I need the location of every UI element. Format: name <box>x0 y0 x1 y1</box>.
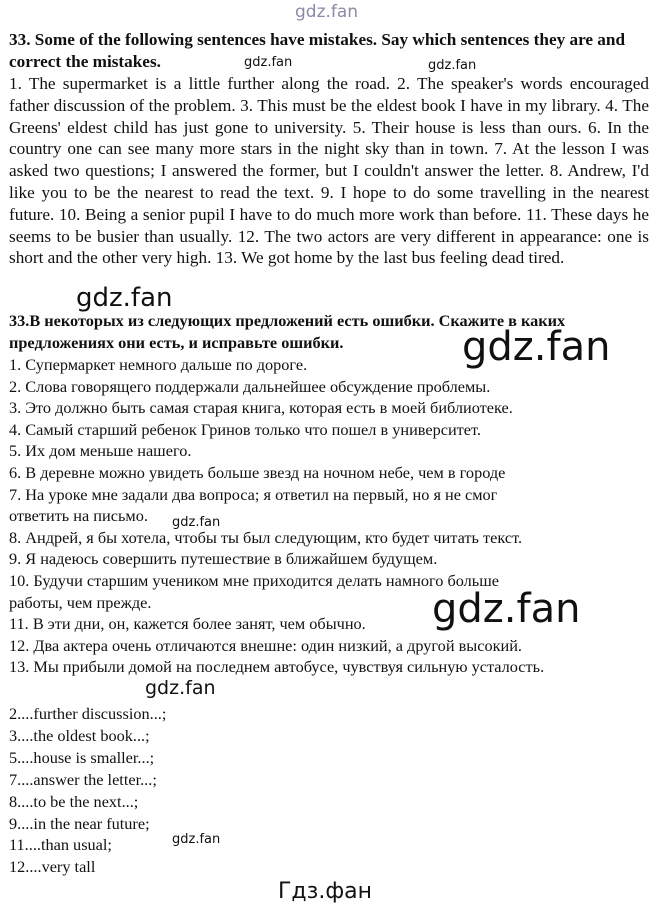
answer-item: 7....answer the letter...; <box>9 769 157 789</box>
russian-sentence: 8. Андрей, я бы хотела, чтобы ты был следующим, кто будет читать текст. <box>9 527 523 547</box>
russian-sentence: 3. Это должно быть самая старая книга, которая есть в моей библиотеке. <box>9 398 513 418</box>
watermark: gdz.fan <box>244 55 293 70</box>
russian-sentence: работы, чем прежде. <box>9 592 152 612</box>
watermark: gdz.fan <box>145 677 216 699</box>
russian-sentence: 2. Слова говорящего поддержали дальнейшее обсуждение проблемы. <box>9 376 491 396</box>
russian-sentence: 12. Два актера очень отличаются внешне: один низкий, а другой высокий. <box>9 635 523 655</box>
watermark: gdz.fan <box>428 58 477 73</box>
russian-sentence: 6. В деревне можно увидеть больше звезд на ночном небе, чем в городе <box>9 462 506 482</box>
watermark: gdz.fan <box>172 832 221 847</box>
answer-item: 11....than usual; <box>9 835 112 855</box>
watermark: gdz.fan <box>462 324 611 370</box>
site-logo-watermark: gdz.fan <box>295 2 359 22</box>
answer-item: 2....further discussion...; <box>9 704 167 723</box>
english-exercise-heading: 33. Some of the following sentences have mistakes. Say which sentences they are and correct the mistakes. <box>9 30 626 71</box>
answer-item: 12....very tall <box>9 857 96 877</box>
russian-sentence: 1. Супермаркет немного дальше по дороге. <box>9 355 308 374</box>
russian-sentence: 9. Я надеюсь совершить путешествие в ближайшем будущем. <box>9 549 438 569</box>
watermark: gdz.fan <box>432 586 581 632</box>
watermark: gdz.fan <box>76 283 173 313</box>
russian-sentence: 13. Мы прибыли домой на последнем автобусе, чувствуя сильную усталость. <box>9 657 545 677</box>
answer-item: 3....the oldest book...; <box>9 725 150 745</box>
russian-sentence: 5. Их дом меньше нашего. <box>9 441 192 461</box>
footer-watermark: Гдз.фан <box>278 879 372 904</box>
russian-sentence: 11. В эти дни, он, кажется более занят, чем обычно. <box>9 614 366 634</box>
watermark: gdz.fan <box>172 515 221 530</box>
answer-list <box>9 703 649 878</box>
russian-sentence: ответить на письмо. <box>9 506 148 526</box>
answer-item: 9....in the near future; <box>9 813 150 833</box>
answer-item: 5....house is smaller...; <box>9 747 155 767</box>
russian-sentence: 7. На уроке мне задали два вопроса; я ответил на первый, но я не смог <box>9 484 498 504</box>
russian-sentence: 10. Будучи старшим учеником мне приходится делать намного больше <box>9 570 499 590</box>
english-exercise-text: 1. The supermarket is a little further along the road. 2. The speaker's words encouraged father discussion of the problem. 3. This must be the eldest book I have in my library. 4. The Greens' eldest child has just gone to university. 5. Their house is less than ours. 6. In the country one can see many more stars in the night sky than in town. 7. At the lesson I was asked two questions; I answered the former, but I couldn't answer the letter. 8. Andrew, I'd like you to be the nearest to read the text. 9. I hope to do some travelling in the nearest future. 10. Being a senior pupil I have to do much more work than before. 11. These days he seems to be busier than usually. 12. The two actors are very different in appearance: one is short and the other very high. 13. We got home by the last bus feeling dead tired. <box>9 74 649 268</box>
answer-item: 8....to be the next...; <box>9 791 139 811</box>
russian-exercise-heading: 33.В некоторых из следующих предложений есть ошибки. Скажите в каких предложениях они есть, и исправьте ошибки. <box>9 311 566 352</box>
russian-sentence: 4. Самый старший ребенок Гринов только что пошел в университет. <box>9 419 481 439</box>
